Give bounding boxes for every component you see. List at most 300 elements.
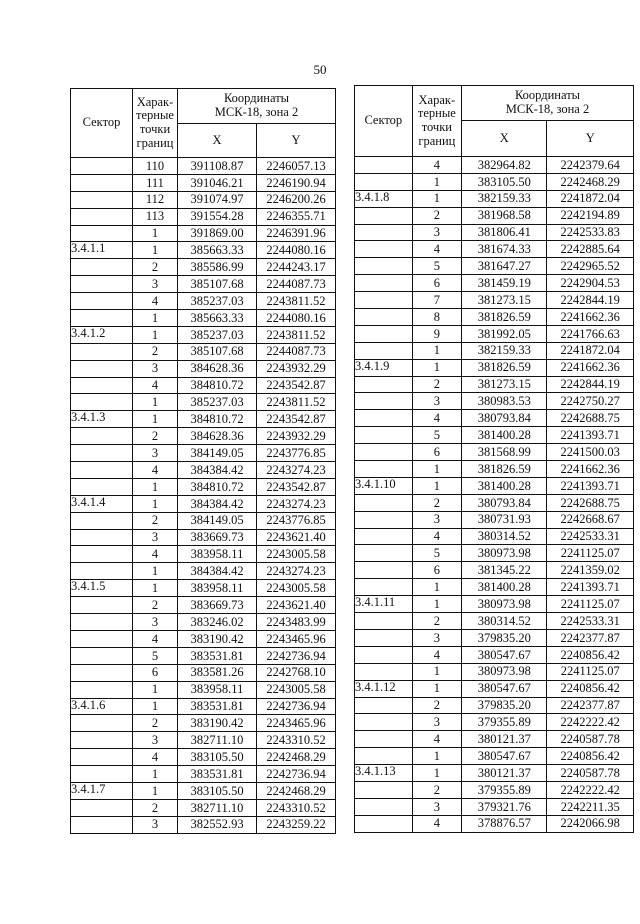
x-coordinate-cell: 380793.84 <box>462 410 547 427</box>
x-coordinate-cell: 383246.02 <box>178 614 257 631</box>
table-row <box>71 208 336 225</box>
point-number-cell: 1 <box>133 326 178 343</box>
sector-cell: 3.4.1.11 <box>355 596 413 613</box>
sector-cell <box>355 393 413 410</box>
sector-cell <box>71 799 133 816</box>
y-coordinate-cell: 2246190.94 <box>257 174 336 191</box>
table-row <box>355 596 634 613</box>
x-coordinate-cell: 380973.98 <box>462 663 547 680</box>
table-row <box>71 377 336 394</box>
y-coordinate-cell: 2246057.13 <box>257 158 336 175</box>
table-row <box>355 680 634 697</box>
sector-cell <box>355 579 413 596</box>
sector-cell: 3.4.1.4 <box>71 495 133 512</box>
y-coordinate-cell: 2241766.63 <box>547 325 634 342</box>
point-number-cell: 5 <box>133 647 178 664</box>
point-number-cell: 5 <box>412 427 461 444</box>
header-x: X <box>462 121 547 157</box>
x-coordinate-cell: 381273.15 <box>462 292 547 309</box>
sector-cell <box>355 224 413 241</box>
x-coordinate-cell: 382159.33 <box>462 190 547 207</box>
sector-cell <box>71 259 133 276</box>
table-row <box>355 714 634 731</box>
x-coordinate-cell: 385663.33 <box>178 242 257 259</box>
x-coordinate-cell: 380547.67 <box>462 680 547 697</box>
sector-cell <box>355 461 413 478</box>
sector-cell: 3.4.1.6 <box>71 698 133 715</box>
table-row <box>355 731 634 748</box>
table-row <box>71 158 336 175</box>
table-row <box>355 629 634 646</box>
point-number-cell: 3 <box>133 529 178 546</box>
point-number-cell: 113 <box>133 208 178 225</box>
table-row <box>71 715 336 732</box>
table-row <box>71 647 336 664</box>
x-coordinate-cell: 383958.11 <box>178 580 257 597</box>
coordinates-table-right <box>354 85 634 833</box>
y-coordinate-cell: 2243465.96 <box>257 630 336 647</box>
point-number-cell: 4 <box>412 646 461 663</box>
x-coordinate-cell: 391046.21 <box>178 174 257 191</box>
sector-cell <box>71 158 133 175</box>
table-row <box>355 325 634 342</box>
y-coordinate-cell: 2243310.52 <box>257 732 336 749</box>
table-row <box>71 816 336 833</box>
sector-cell <box>355 157 413 174</box>
sector-cell <box>355 629 413 646</box>
table-row <box>355 663 634 680</box>
point-number-cell: 4 <box>412 815 461 832</box>
sector-cell <box>71 766 133 783</box>
y-coordinate-cell: 2242533.83 <box>547 224 634 241</box>
y-coordinate-cell: 2241662.36 <box>547 359 634 376</box>
sector-cell: 3.4.1.3 <box>71 411 133 428</box>
table-row <box>71 732 336 749</box>
sector-cell <box>355 207 413 224</box>
x-coordinate-cell: 383190.42 <box>178 630 257 647</box>
sector-cell <box>355 562 413 579</box>
sector-cell <box>355 444 413 461</box>
sector-cell <box>71 276 133 293</box>
point-number-cell: 3 <box>133 360 178 377</box>
point-number-cell: 1 <box>412 579 461 596</box>
sector-cell <box>355 781 413 798</box>
table-row <box>71 749 336 766</box>
table-row <box>71 698 336 715</box>
point-number-cell: 4 <box>133 546 178 563</box>
table-row <box>71 782 336 799</box>
point-number-cell: 6 <box>133 664 178 681</box>
point-number-cell: 3 <box>412 393 461 410</box>
table-row <box>355 545 634 562</box>
x-coordinate-cell: 384384.42 <box>178 462 257 479</box>
table-row <box>355 815 634 832</box>
sector-cell <box>71 360 133 377</box>
sector-cell <box>71 546 133 563</box>
table-row <box>71 293 336 310</box>
point-number-cell: 2 <box>412 376 461 393</box>
y-coordinate-cell: 2242533.31 <box>547 528 634 545</box>
header-sector: Сектор <box>355 86 413 157</box>
table-row <box>355 376 634 393</box>
y-coordinate-cell: 2243274.23 <box>257 495 336 512</box>
y-coordinate-cell: 2242736.94 <box>257 647 336 664</box>
sector-cell <box>355 275 413 292</box>
y-coordinate-cell: 2241125.07 <box>547 545 634 562</box>
x-coordinate-cell: 381647.27 <box>462 258 547 275</box>
y-coordinate-cell: 2241662.36 <box>547 461 634 478</box>
point-number-cell: 2 <box>133 343 178 360</box>
point-number-cell: 4 <box>412 731 461 748</box>
header-x: X <box>178 124 257 158</box>
point-number-cell: 3 <box>412 629 461 646</box>
sector-cell <box>71 428 133 445</box>
header-sector: Сектор <box>71 89 133 158</box>
point-number-cell: 3 <box>133 445 178 462</box>
y-coordinate-cell: 2246391.96 <box>257 225 336 242</box>
y-coordinate-cell: 2242379.64 <box>547 157 634 174</box>
sector-cell <box>355 494 413 511</box>
point-number-cell: 5 <box>412 545 461 562</box>
table-row <box>71 546 336 563</box>
y-coordinate-cell: 2243542.87 <box>257 411 336 428</box>
y-coordinate-cell: 2241393.71 <box>547 427 634 444</box>
point-number-cell: 1 <box>133 394 178 411</box>
x-coordinate-cell: 383958.11 <box>178 546 257 563</box>
table-row <box>71 191 336 208</box>
point-number-cell: 2 <box>412 613 461 630</box>
point-number-cell: 3 <box>133 614 178 631</box>
sector-cell <box>355 748 413 765</box>
x-coordinate-cell: 380121.37 <box>462 765 547 782</box>
y-coordinate-cell: 2242668.67 <box>547 511 634 528</box>
y-coordinate-cell: 2242211.35 <box>547 798 634 815</box>
point-number-cell: 3 <box>412 224 461 241</box>
sector-cell <box>355 427 413 444</box>
point-number-cell: 2 <box>133 799 178 816</box>
x-coordinate-cell: 380731.93 <box>462 511 547 528</box>
header-coordinates: Координаты МСК-18, зона 2 <box>462 86 634 121</box>
table-row <box>355 613 634 630</box>
table-row <box>355 477 634 494</box>
y-coordinate-cell: 2244087.73 <box>257 276 336 293</box>
table-row <box>71 276 336 293</box>
x-coordinate-cell: 380547.67 <box>462 748 547 765</box>
x-coordinate-cell: 381400.28 <box>462 427 547 444</box>
x-coordinate-cell: 385107.68 <box>178 343 257 360</box>
x-coordinate-cell: 383958.11 <box>178 681 257 698</box>
point-number-cell: 2 <box>133 715 178 732</box>
table-row <box>71 360 336 377</box>
x-coordinate-cell: 385586.99 <box>178 259 257 276</box>
x-coordinate-cell: 379321.76 <box>462 798 547 815</box>
x-coordinate-cell: 384384.42 <box>178 563 257 580</box>
x-coordinate-cell: 381400.28 <box>462 579 547 596</box>
y-coordinate-cell: 2244080.16 <box>257 242 336 259</box>
table-row <box>355 511 634 528</box>
sector-cell <box>355 798 413 815</box>
table-row <box>355 765 634 782</box>
point-number-cell: 1 <box>133 681 178 698</box>
x-coordinate-cell: 384149.05 <box>178 445 257 462</box>
y-coordinate-cell: 2242066.98 <box>547 815 634 832</box>
y-coordinate-cell: 2242688.75 <box>547 410 634 427</box>
point-number-cell: 1 <box>133 242 178 259</box>
point-number-cell: 2 <box>133 597 178 614</box>
y-coordinate-cell: 2242904.53 <box>547 275 634 292</box>
table-row <box>355 393 634 410</box>
sector-cell <box>71 174 133 191</box>
table-row <box>355 258 634 275</box>
x-coordinate-cell: 381459.19 <box>462 275 547 292</box>
sector-cell <box>355 663 413 680</box>
sector-cell <box>355 528 413 545</box>
table-row <box>355 410 634 427</box>
sector-cell: 3.4.1.7 <box>71 782 133 799</box>
point-number-cell: 1 <box>133 698 178 715</box>
point-number-cell: 1 <box>412 748 461 765</box>
y-coordinate-cell: 2243621.40 <box>257 597 336 614</box>
sector-cell <box>71 208 133 225</box>
point-number-cell: 4 <box>133 630 178 647</box>
point-number-cell: 4 <box>133 377 178 394</box>
table-row <box>355 309 634 326</box>
sector-cell <box>71 749 133 766</box>
point-number-cell: 8 <box>412 309 461 326</box>
point-number-cell: 1 <box>133 310 178 327</box>
table-row <box>355 646 634 663</box>
x-coordinate-cell: 380314.52 <box>462 613 547 630</box>
point-number-cell: 4 <box>412 528 461 545</box>
sector-cell <box>71 512 133 529</box>
sector-cell <box>355 697 413 714</box>
point-number-cell: 3 <box>133 816 178 833</box>
y-coordinate-cell: 2242885.64 <box>547 241 634 258</box>
sector-cell <box>355 309 413 326</box>
point-number-cell: 3 <box>133 732 178 749</box>
x-coordinate-cell: 380314.52 <box>462 528 547 545</box>
x-coordinate-cell: 383531.81 <box>178 766 257 783</box>
point-number-cell: 1 <box>133 580 178 597</box>
table-row <box>71 495 336 512</box>
sector-cell: 3.4.1.8 <box>355 190 413 207</box>
y-coordinate-cell: 2241393.71 <box>547 477 634 494</box>
x-coordinate-cell: 383105.50 <box>462 173 547 190</box>
table-row <box>71 681 336 698</box>
table-row <box>355 798 634 815</box>
point-number-cell: 4 <box>412 410 461 427</box>
point-number-cell: 2 <box>133 512 178 529</box>
y-coordinate-cell: 2242222.42 <box>547 781 634 798</box>
y-coordinate-cell: 2242194.89 <box>547 207 634 224</box>
y-coordinate-cell: 2243005.58 <box>257 546 336 563</box>
x-coordinate-cell: 385237.03 <box>178 293 257 310</box>
sector-cell <box>71 310 133 327</box>
point-number-cell: 2 <box>133 428 178 445</box>
x-coordinate-cell: 382159.33 <box>462 342 547 359</box>
point-number-cell: 9 <box>412 325 461 342</box>
y-coordinate-cell: 2242377.87 <box>547 629 634 646</box>
x-coordinate-cell: 383190.42 <box>178 715 257 732</box>
y-coordinate-cell: 2240856.42 <box>547 748 634 765</box>
x-coordinate-cell: 380973.98 <box>462 596 547 613</box>
sector-cell: 3.4.1.13 <box>355 765 413 782</box>
sector-cell <box>71 630 133 647</box>
table-row <box>71 529 336 546</box>
sector-cell <box>71 529 133 546</box>
y-coordinate-cell: 2241500.03 <box>547 444 634 461</box>
point-number-cell: 1 <box>133 766 178 783</box>
table-row <box>355 427 634 444</box>
table-row <box>71 411 336 428</box>
point-number-cell: 2 <box>412 697 461 714</box>
y-coordinate-cell: 2243005.58 <box>257 681 336 698</box>
x-coordinate-cell: 379835.20 <box>462 629 547 646</box>
y-coordinate-cell: 2244080.16 <box>257 310 336 327</box>
sector-cell <box>71 597 133 614</box>
y-coordinate-cell: 2243542.87 <box>257 478 336 495</box>
y-coordinate-cell: 2241662.36 <box>547 309 634 326</box>
table-row <box>355 241 634 258</box>
sector-cell <box>355 410 413 427</box>
y-coordinate-cell: 2240587.78 <box>547 765 634 782</box>
y-coordinate-cell: 2242533.31 <box>547 613 634 630</box>
sector-cell <box>71 445 133 462</box>
point-number-cell: 4 <box>133 293 178 310</box>
table-row <box>71 225 336 242</box>
point-number-cell: 1 <box>133 563 178 580</box>
point-number-cell: 2 <box>133 259 178 276</box>
sector-cell <box>355 241 413 258</box>
point-number-cell: 6 <box>412 444 461 461</box>
point-number-cell: 7 <box>412 292 461 309</box>
point-number-cell: 6 <box>412 562 461 579</box>
table-row <box>355 494 634 511</box>
y-coordinate-cell: 2241393.71 <box>547 579 634 596</box>
x-coordinate-cell: 384810.72 <box>178 377 257 394</box>
y-coordinate-cell: 2243483.99 <box>257 614 336 631</box>
y-coordinate-cell: 2246200.26 <box>257 191 336 208</box>
x-coordinate-cell: 383581.26 <box>178 664 257 681</box>
y-coordinate-cell: 2244087.73 <box>257 343 336 360</box>
point-number-cell: 5 <box>412 258 461 275</box>
y-coordinate-cell: 2244243.17 <box>257 259 336 276</box>
y-coordinate-cell: 2243811.52 <box>257 394 336 411</box>
table-row <box>71 512 336 529</box>
x-coordinate-cell: 380547.67 <box>462 646 547 663</box>
sector-cell <box>71 293 133 310</box>
table-row <box>355 579 634 596</box>
point-number-cell: 111 <box>133 174 178 191</box>
x-coordinate-cell: 383531.81 <box>178 647 257 664</box>
y-coordinate-cell: 2243259.22 <box>257 816 336 833</box>
table-row <box>71 580 336 597</box>
point-number-cell: 6 <box>412 275 461 292</box>
x-coordinate-cell: 391108.87 <box>178 158 257 175</box>
table-row <box>355 190 634 207</box>
table-row <box>355 359 634 376</box>
sector-cell <box>71 664 133 681</box>
x-coordinate-cell: 383105.50 <box>178 782 257 799</box>
x-coordinate-cell: 391869.00 <box>178 225 257 242</box>
y-coordinate-cell: 2242468.29 <box>257 749 336 766</box>
sector-cell <box>71 816 133 833</box>
sector-cell <box>355 646 413 663</box>
header-points: Харак- терные точки границ <box>412 86 461 157</box>
y-coordinate-cell: 2242468.29 <box>547 173 634 190</box>
x-coordinate-cell: 381826.59 <box>462 309 547 326</box>
sector-cell <box>71 343 133 360</box>
point-number-cell: 1 <box>412 477 461 494</box>
header-points: Харак- терные точки границ <box>133 89 178 158</box>
point-number-cell: 3 <box>133 276 178 293</box>
y-coordinate-cell: 2246355.71 <box>257 208 336 225</box>
y-coordinate-cell: 2242750.27 <box>547 393 634 410</box>
sector-cell <box>355 258 413 275</box>
point-number-cell: 1 <box>412 173 461 190</box>
x-coordinate-cell: 384628.36 <box>178 428 257 445</box>
point-number-cell: 4 <box>412 241 461 258</box>
x-coordinate-cell: 380973.98 <box>462 545 547 562</box>
table-row <box>71 563 336 580</box>
x-coordinate-cell: 384810.72 <box>178 478 257 495</box>
table-row <box>71 343 336 360</box>
sector-cell <box>71 732 133 749</box>
table-row <box>355 781 634 798</box>
point-number-cell: 1 <box>412 342 461 359</box>
y-coordinate-cell: 2240856.42 <box>547 680 634 697</box>
table-row <box>355 748 634 765</box>
x-coordinate-cell: 380121.37 <box>462 731 547 748</box>
sector-cell: 3.4.1.5 <box>71 580 133 597</box>
y-coordinate-cell: 2241359.02 <box>547 562 634 579</box>
y-coordinate-cell: 2242768.10 <box>257 664 336 681</box>
point-number-cell: 1 <box>133 478 178 495</box>
y-coordinate-cell: 2242965.52 <box>547 258 634 275</box>
header-y: Y <box>547 121 634 157</box>
point-number-cell: 1 <box>412 680 461 697</box>
x-coordinate-cell: 383669.73 <box>178 529 257 546</box>
table-row <box>71 478 336 495</box>
header-y: Y <box>257 124 336 158</box>
y-coordinate-cell: 2243776.85 <box>257 445 336 462</box>
y-coordinate-cell: 2240587.78 <box>547 731 634 748</box>
table-row <box>71 394 336 411</box>
point-number-cell: 1 <box>412 765 461 782</box>
table-row <box>355 207 634 224</box>
table-row <box>355 461 634 478</box>
x-coordinate-cell: 383531.81 <box>178 698 257 715</box>
x-coordinate-cell: 383669.73 <box>178 597 257 614</box>
point-number-cell: 1 <box>412 359 461 376</box>
y-coordinate-cell: 2243776.85 <box>257 512 336 529</box>
sector-cell: 3.4.1.12 <box>355 680 413 697</box>
sector-cell <box>355 173 413 190</box>
table-row <box>71 462 336 479</box>
table-row <box>71 445 336 462</box>
point-number-cell: 4 <box>133 749 178 766</box>
table-row <box>355 528 634 545</box>
point-number-cell: 4 <box>133 462 178 479</box>
x-coordinate-cell: 385107.68 <box>178 276 257 293</box>
x-coordinate-cell: 380983.53 <box>462 393 547 410</box>
y-coordinate-cell: 2243542.87 <box>257 377 336 394</box>
y-coordinate-cell: 2243932.29 <box>257 428 336 445</box>
table-row <box>71 766 336 783</box>
point-number-cell: 2 <box>412 207 461 224</box>
x-coordinate-cell: 384628.36 <box>178 360 257 377</box>
x-coordinate-cell: 385237.03 <box>178 394 257 411</box>
